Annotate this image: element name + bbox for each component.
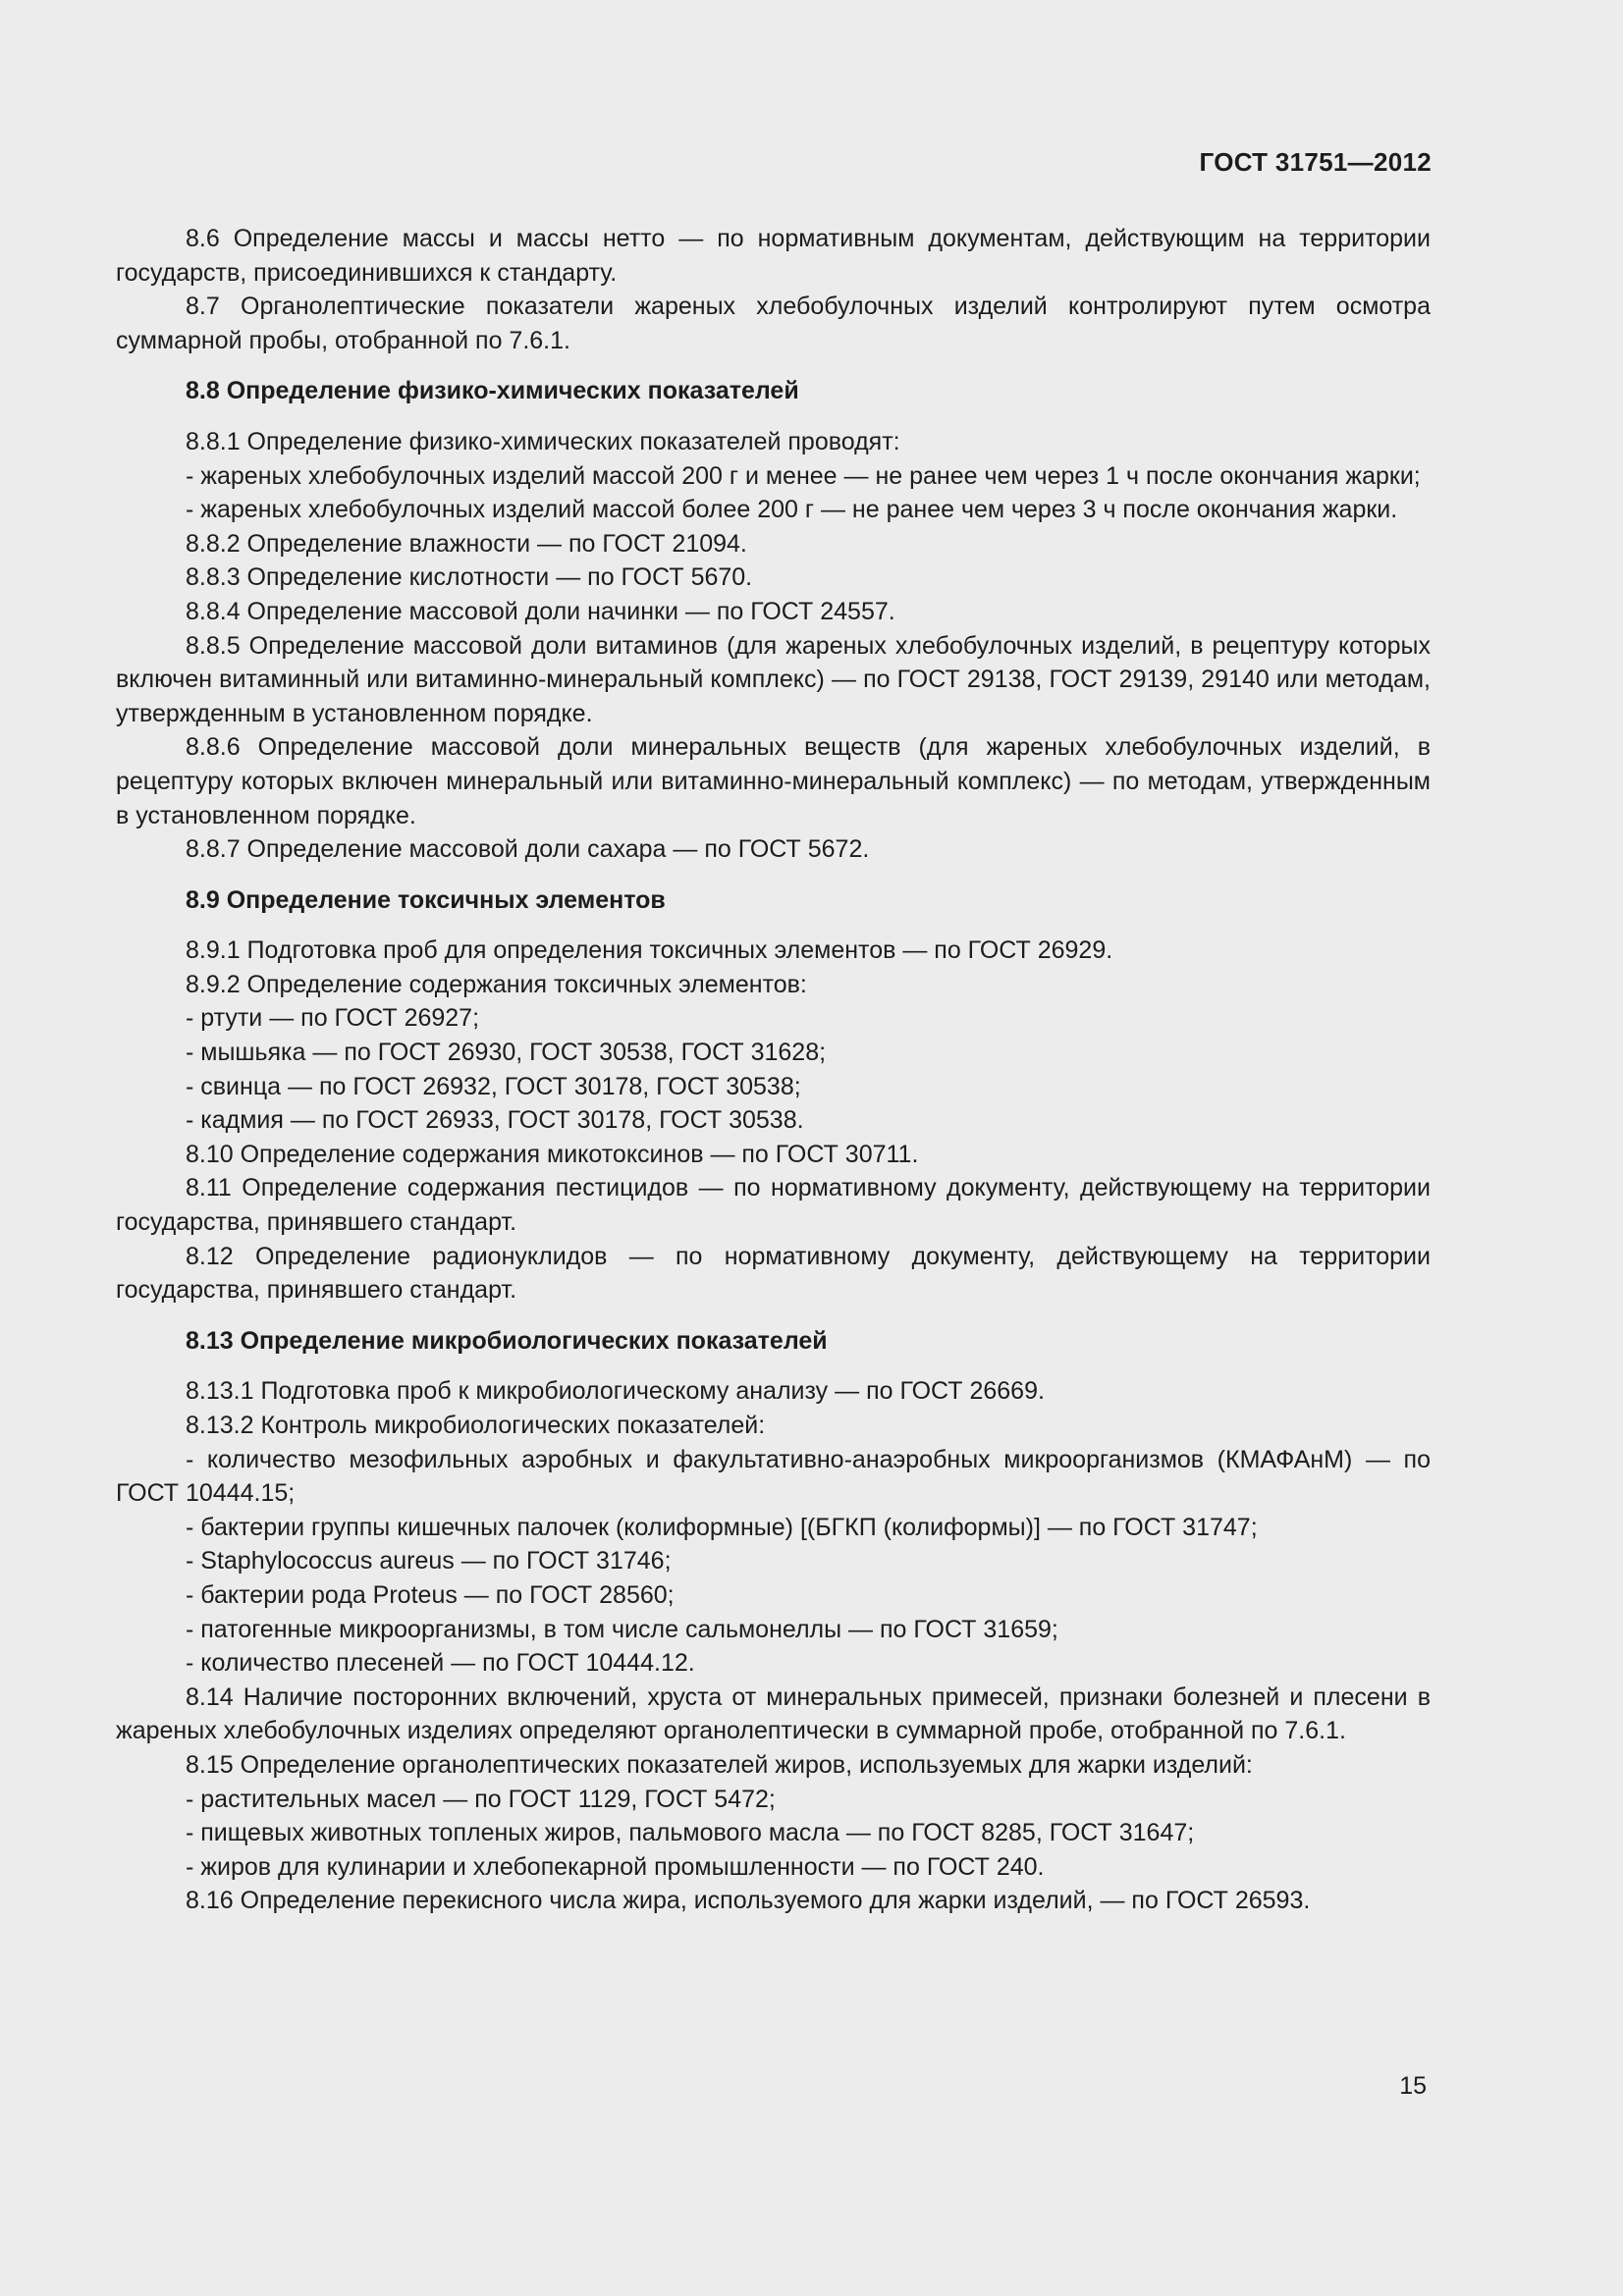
list-item: - жареных хлебобулочных изделий массой более 200 г — не ранее чем через 3 ч после окончания жарки. (186, 496, 1398, 524)
paragraph-8-7: 8.7 Органолептические показатели жареных хлебобулочных изделий контролируют путем осмотра суммарной пробы, отобранной по 7.6.1. (116, 293, 1431, 354)
list-item: - пищевых животных топленых жиров, пальмового масла — по ГОСТ 8285, ГОСТ 31647; (186, 1819, 1195, 1847)
paragraph-8-8-3: 8.8.3 Определение кислотности — по ГОСТ 5670. (186, 563, 753, 592)
document-body (116, 222, 1431, 1918)
list-item: - ртути — по ГОСТ 26927; (186, 1004, 480, 1033)
list-item: - жареных хлебобулочных изделий массой 200 г и менее — не ранее чем через 1 ч после окончания жарки; (186, 461, 1421, 490)
paragraph-8-15: 8.15 Определение органолептических показателей жиров, используемых для жарки изделий: (186, 1750, 1253, 1779)
list-item: - количество плесеней — по ГОСТ 10444.12. (186, 1649, 695, 1678)
paragraph-8-14: 8.14 Наличие посторонних включений, хруста от минеральных примесей, признаки болезней и плесени в жареных хлебобулочных изделиях определяют органолептически в суммарной пробе, отобранной по 7.6.1. (116, 1682, 1431, 1745)
list-item: - бактерии группы кишечных палочек (колиформные) [(БГКП (колиформы)] — по ГОСТ 31747; (186, 1513, 1258, 1541)
paragraph-8-8-6: 8.8.6 Определение массовой доли минеральных веществ (для жареных хлебобулочных изделий, в рецептуру которых включен минеральный или витаминно-минеральный комплекс) — по методам, утвержденным в установленном порядке. (116, 733, 1431, 829)
paragraph-8-11: 8.11 Определение содержания пестицидов — по нормативному документу, действующему на территории государства, принявшего стандарт. (116, 1174, 1431, 1237)
list-item: - количество мезофильных аэробных и факультативно-анаэробных микроорганизмов (КМАФАнМ) — по ГОСТ 10444.15; (116, 1445, 1431, 1508)
section-heading-8-8: 8.8 Определение физико-химических показателей (186, 377, 799, 405)
paragraph-8-9-1: 8.9.1 Подготовка проб для определения токсичных элементов — по ГОСТ 26929. (186, 936, 1113, 965)
list-item: - бактерии рода Proteus — по ГОСТ 28560; (186, 1580, 675, 1609)
list-item: - кадмия — по ГОСТ 26933, ГОСТ 30178, ГОСТ 30538. (186, 1106, 804, 1135)
list-item: - патогенные микроорганизмы, в том числе сальмонеллы — по ГОСТ 31659; (186, 1615, 1058, 1643)
paragraph-8-16: 8.16 Определение перекисного числа жира, используемого для жарки изделий, — по ГОСТ 26593. (186, 1887, 1311, 1915)
page-header-standard: ГОСТ 31751—2012 (1199, 147, 1432, 177)
page-number: 15 (1399, 2072, 1427, 2100)
section-heading-8-13: 8.13 Определение микробиологических показателей (186, 1326, 828, 1355)
list-item: - Staphylococcus aureus — по ГОСТ 31746; (186, 1547, 672, 1575)
paragraph-8-8-7: 8.8.7 Определение массовой доли сахара — по ГОСТ 5672. (186, 835, 870, 864)
paragraph-8-8-2: 8.8.2 Определение влажности — по ГОСТ 21094. (186, 529, 747, 558)
paragraph-8-9-2: 8.9.2 Определение содержания токсичных элементов: (186, 970, 807, 998)
list-item: - растительных масел — по ГОСТ 1129, ГОСТ 5472; (186, 1785, 776, 1813)
paragraph-8-13-2: 8.13.2 Контроль микробиологических показателей: (186, 1412, 766, 1439)
paragraph-8-8-5: 8.8.5 Определение массовой доли витаминов (для жареных хлебобулочных изделий, в рецептуру которых включен витаминный или витаминно-минеральный комплекс) — по ГОСТ 29138, ГОСТ 29139, 29140 или методам, утвержденным в установленном порядке. (116, 631, 1431, 727)
paragraph-8-13-1: 8.13.1 Подготовка проб к микробиологическому анализу — по ГОСТ 26669. (186, 1377, 1045, 1406)
paragraph-8-6: 8.6 Определение массы и массы нетто — по нормативным документам, действующим на территории государств, присоединившихся к стандарту. (116, 225, 1431, 287)
paragraph-8-8-1: 8.8.1 Определение физико-химических показателей проводят: (186, 427, 900, 455)
paragraph-8-8-4: 8.8.4 Определение массовой доли начинки — по ГОСТ 24557. (186, 597, 895, 625)
list-item: - мышьяка — по ГОСТ 26930, ГОСТ 30538, ГОСТ 31628; (186, 1039, 827, 1067)
list-item: - свинца — по ГОСТ 26932, ГОСТ 30178, ГОСТ 30538; (186, 1072, 801, 1100)
section-heading-8-9: 8.9 Определение токсичных элементов (186, 885, 666, 914)
paragraph-8-10: 8.10 Определение содержания микотоксинов — по ГОСТ 30711. (186, 1140, 919, 1168)
list-item: - жиров для кулинарии и хлебопекарной промышленности — по ГОСТ 240. (186, 1852, 1045, 1881)
paragraph-8-12: 8.12 Определение радионуклидов — по нормативному документу, действующему на территории государства, принявшего стандарт. (116, 1242, 1431, 1305)
